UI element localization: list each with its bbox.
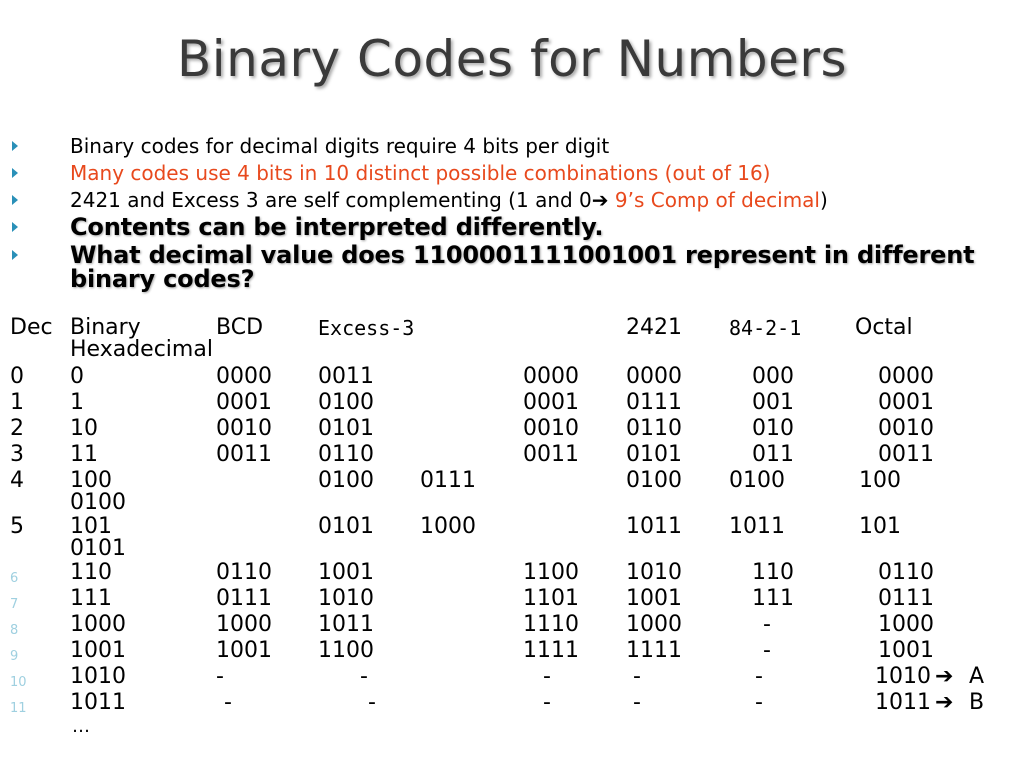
cell-84-2-1: 0101 — [626, 442, 682, 467]
cell-dec: 5 — [10, 514, 24, 539]
header-excess3: Excess-3 — [318, 316, 415, 340]
cell-dec: 3 — [10, 442, 24, 467]
cell-octal: 110 — [752, 560, 794, 585]
cell-hex: 0110 — [878, 560, 934, 585]
cell-hex: 1001 — [878, 638, 934, 663]
cell-octal: 011 — [752, 442, 794, 467]
cell-bcd: - — [224, 690, 232, 715]
cell-84-2-1: 0100 — [729, 468, 785, 493]
bullet-text-part: ) — [819, 188, 828, 212]
cell-2421: - — [543, 664, 551, 689]
cell-binary: 1010 — [70, 664, 126, 689]
cell-dec: 7 — [10, 597, 19, 612]
cell-excess3: - — [368, 690, 376, 715]
bullet-text — [70, 187, 1000, 213]
cell-bcd: 0001 — [216, 390, 272, 415]
cell-binary: 0 — [70, 364, 84, 389]
cell-hex: 0011 — [878, 442, 934, 467]
cell-excess3: 1010 — [318, 586, 374, 611]
cell-hex: 0111 — [878, 586, 934, 611]
bullet-arrow-icon — [12, 250, 18, 260]
header-hexadecimal: Hexadecimal — [70, 337, 213, 362]
cell-excess3: 0011 — [318, 364, 374, 389]
cell-2421: 0100 — [626, 468, 682, 493]
bullet-text-highlight: 9’s Comp of decimal — [608, 188, 820, 212]
cell-84-2-1: 0000 — [626, 364, 682, 389]
bullet-text: Many codes use 4 bits in 10 distinct possible combinations (out of 16) — [70, 161, 771, 185]
cell-2421: 1110 — [523, 612, 579, 637]
cell-bcd: 1000 — [216, 612, 272, 637]
table-row — [0, 561, 1024, 587]
bullet-arrow-icon — [12, 222, 18, 232]
cell-dec: 6 — [10, 571, 19, 586]
cell-octal: 000 — [752, 364, 794, 389]
cell-dec: 9 — [10, 649, 19, 664]
cell-octal: 101 — [859, 514, 901, 539]
cell-excess3: 0100 — [318, 390, 374, 415]
cell-dec: 8 — [10, 623, 19, 638]
cell-2421: 0000 — [523, 364, 579, 389]
cell-octal: - — [755, 690, 763, 715]
bullet-text: Contents can be interpreted differently. — [70, 213, 604, 241]
bullet-arrow-icon — [12, 168, 18, 178]
cell-84-2-1: 1011 — [729, 514, 785, 539]
cell-bcd: 0010 — [216, 416, 272, 441]
right-arrow-icon: ➔ — [935, 690, 954, 715]
cell-dec: 10 — [10, 675, 27, 690]
cell-bcd: 0000 — [216, 364, 272, 389]
table-row — [0, 391, 1024, 417]
header-binary: Binary — [70, 315, 141, 340]
cell-binary: 1011 — [70, 690, 126, 715]
cell-bcd: 0011 — [216, 442, 272, 467]
cell-hex: 0100 — [70, 490, 126, 515]
right-arrow-icon: ➔ — [935, 664, 954, 689]
cell-binary: 1 — [70, 390, 84, 415]
header-octal: Octal — [855, 315, 913, 340]
bullet-text-part: 2421 and Excess 3 are self complementing (1 and 0 — [70, 188, 592, 212]
cell-hex: 0000 — [878, 364, 934, 389]
cell-octal: 001 — [752, 390, 794, 415]
table-row — [0, 417, 1024, 443]
slide-title: Binary Codes for Numbers — [176, 30, 848, 88]
table-row — [0, 514, 1024, 561]
bullet-text: Binary codes for decimal digits require 4 bits per digit — [70, 134, 610, 158]
header-dec: Dec — [10, 315, 53, 340]
cell-dec: 2 — [10, 416, 24, 441]
table-row — [0, 587, 1024, 613]
cell-binary: 1001 — [70, 638, 126, 663]
cell-excess3: 1100 — [318, 638, 374, 663]
table-header — [0, 315, 1024, 362]
cell-2421: 1111 — [523, 638, 579, 663]
bullet-arrow-icon — [12, 141, 18, 151]
cell-hex-letter: A — [969, 664, 985, 689]
cell-excess3: 1001 — [318, 560, 374, 585]
cell-excess3: 0110 — [318, 442, 374, 467]
cell-hex: 1011 — [875, 690, 931, 715]
cell-84-2-1: - — [633, 664, 641, 689]
cell-84-2-1: 1001 — [626, 586, 682, 611]
table-row — [0, 665, 1024, 691]
bullet-text: What decimal value does 1100001111001001 represent in different binary codes? — [70, 241, 975, 293]
cell-84-2-1: 1010 — [626, 560, 682, 585]
cell-excess3: 0101 — [318, 416, 374, 441]
ellipsis-text: … — [72, 716, 90, 737]
table-row — [0, 613, 1024, 639]
cell-octal: - — [755, 664, 763, 689]
cell-84-2-1: - — [633, 690, 641, 715]
header-2421: 2421 — [626, 315, 682, 340]
cell-hex: 0010 — [878, 416, 934, 441]
table-row — [0, 365, 1024, 391]
cell-bcd: 0111 — [216, 586, 272, 611]
cell-hex: 1000 — [878, 612, 934, 637]
cell-binary: 100 — [70, 468, 112, 493]
header-bcd: BCD — [216, 315, 264, 340]
cell-octal: 100 — [859, 468, 901, 493]
cell-2421: 0011 — [523, 442, 579, 467]
cell-84-2-1: 0111 — [626, 390, 682, 415]
cell-bcd: 0100 — [318, 468, 374, 493]
right-arrow-icon: ➔ — [591, 188, 609, 212]
cell-bcd: 0110 — [216, 560, 272, 585]
cell-84-2-1: 1000 — [626, 612, 682, 637]
cell-dec: 1 — [10, 390, 24, 415]
cell-bcd: - — [216, 664, 224, 689]
cell-octal: 010 — [752, 416, 794, 441]
table-row — [0, 468, 1024, 515]
cell-2421: 1100 — [523, 560, 579, 585]
cell-binary: 110 — [70, 560, 112, 585]
cell-bcd: 1001 — [216, 638, 272, 663]
cell-octal: - — [763, 612, 771, 637]
cell-2421: 0001 — [523, 390, 579, 415]
cell-octal: - — [763, 638, 771, 663]
cell-dec: 11 — [10, 701, 27, 716]
cell-hex: 0001 — [878, 390, 934, 415]
table-row — [0, 691, 1024, 717]
cell-binary: 111 — [70, 586, 112, 611]
cell-hex: 1010 — [875, 664, 931, 689]
cell-dec: 0 — [10, 364, 24, 389]
table-ellipsis — [0, 715, 1024, 741]
cell-hex-letter: B — [969, 690, 985, 715]
cell-excess3: 1011 — [318, 612, 374, 637]
cell-excess3: - — [360, 664, 368, 689]
cell-84-2-1: 0110 — [626, 416, 682, 441]
cell-hex: 0101 — [70, 536, 126, 561]
cell-binary: 11 — [70, 442, 98, 467]
cell-2421: 1101 — [523, 586, 579, 611]
cell-2421: - — [543, 690, 551, 715]
cell-bcd: 0101 — [318, 514, 374, 539]
cell-dec: 4 — [10, 468, 24, 493]
table-row — [0, 639, 1024, 665]
bullet-arrow-icon — [12, 195, 18, 205]
cell-2421: 0010 — [523, 416, 579, 441]
cell-excess3: 1000 — [420, 514, 476, 539]
cell-binary: 10 — [70, 416, 98, 441]
header-84-2-1: 84-2-1 — [729, 316, 802, 340]
cell-84-2-1: 1111 — [626, 638, 682, 663]
cell-binary: 1000 — [70, 612, 126, 637]
cell-binary: 101 — [70, 514, 112, 539]
table-row — [0, 443, 1024, 469]
cell-excess3: 0111 — [420, 468, 476, 493]
cell-2421: 1011 — [626, 514, 682, 539]
cell-octal: 111 — [752, 586, 794, 611]
